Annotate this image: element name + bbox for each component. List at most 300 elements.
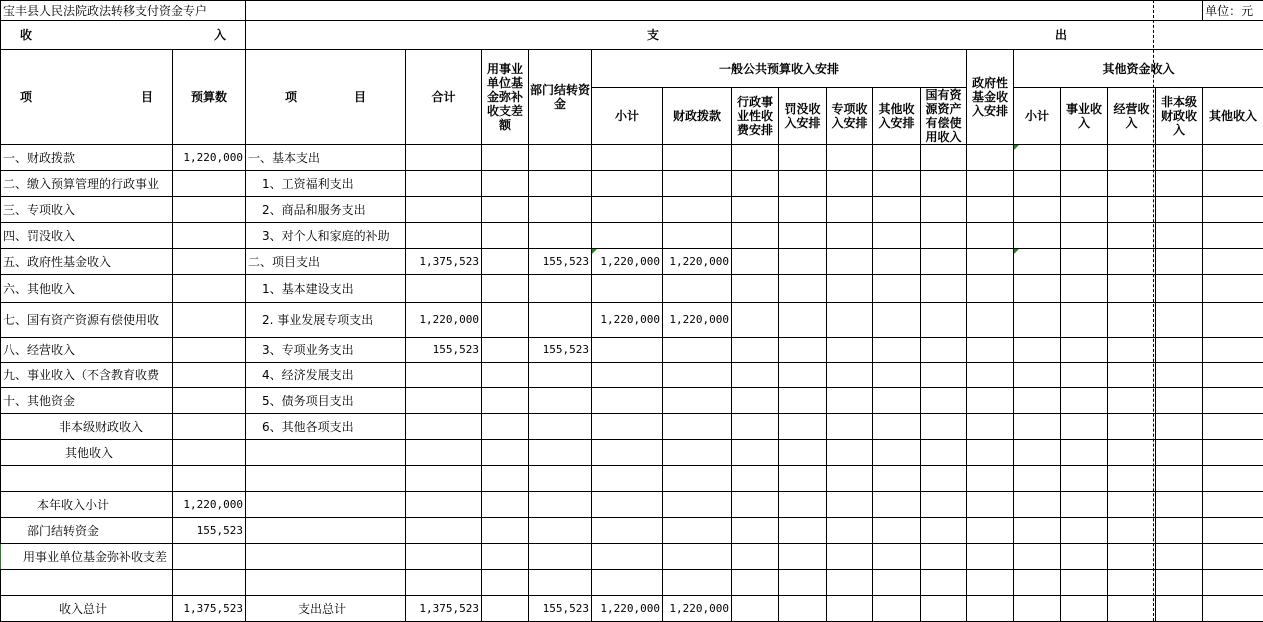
- expense-item-cell: 2. 事业发展专项支出: [246, 303, 406, 338]
- other-empty-cell: [1108, 492, 1156, 518]
- general-empty-cell: [921, 414, 967, 440]
- total-cell: 1,220,000: [406, 303, 482, 338]
- other-empty-cell: [1203, 338, 1263, 363]
- other-empty-cell: [1061, 223, 1108, 249]
- general-fiscal-cell: [663, 223, 732, 249]
- general-fiscal-cell: [663, 518, 732, 544]
- general-empty-cell: [967, 492, 1014, 518]
- total-header: 合计: [406, 50, 482, 145]
- penalty-header: 罚没收入安排: [779, 88, 827, 145]
- total-cell: [406, 492, 482, 518]
- general-empty-cell: [873, 414, 921, 440]
- general-empty-cell: [827, 440, 873, 466]
- subsidy-header: 用事业单位基金弥补收支差额: [482, 50, 529, 145]
- general-empty-cell: [873, 249, 921, 275]
- other-empty-cell: [1156, 223, 1203, 249]
- general-empty-cell: [779, 171, 827, 197]
- other-empty-cell: [1108, 197, 1156, 223]
- total-cell: 155,523: [406, 338, 482, 363]
- expense-header: 支 出: [246, 21, 1263, 50]
- general-empty-cell: [732, 275, 779, 303]
- subsidy-cell: [482, 171, 529, 197]
- general-empty-cell: [921, 466, 967, 492]
- general-fiscal-cell: [663, 171, 732, 197]
- general-empty-cell: [873, 466, 921, 492]
- general-empty-cell: [779, 223, 827, 249]
- income-item-cell: [1, 466, 173, 492]
- other-empty-cell: [1108, 249, 1156, 275]
- other-empty-cell: [1156, 338, 1203, 363]
- total-cell: [406, 145, 482, 171]
- other-empty-cell: [1203, 596, 1263, 622]
- other-empty-cell: [1061, 249, 1108, 275]
- other-empty-cell: [1061, 440, 1108, 466]
- carryover-cell: [529, 197, 592, 223]
- other-subtotal-cell: [1014, 544, 1061, 570]
- expense-item-cell: 5、债务项目支出: [246, 388, 406, 414]
- other-subtotal-cell: [1014, 596, 1061, 622]
- other-subtotal-cell: [1014, 518, 1061, 544]
- other-subtotal-header: 小计: [1014, 88, 1061, 145]
- carryover-cell: [529, 466, 592, 492]
- general-empty-cell: [732, 570, 779, 596]
- general-empty-cell: [779, 492, 827, 518]
- income-item-header: 项 目: [1, 50, 173, 145]
- other-empty-cell: [1203, 223, 1263, 249]
- table-row: [1, 466, 1263, 492]
- general-empty-cell: [827, 492, 873, 518]
- other-empty-cell: [1061, 303, 1108, 338]
- operating-income-header: 经营收入: [1108, 88, 1156, 145]
- general-empty-cell: [779, 145, 827, 171]
- table-row: [1, 275, 1263, 303]
- general-fiscal-cell: [663, 363, 732, 388]
- other-empty-cell: [1156, 414, 1203, 440]
- table-row: [1, 414, 1263, 440]
- general-empty-cell: [967, 570, 1014, 596]
- general-empty-cell: [873, 145, 921, 171]
- table-row: [1, 544, 1263, 570]
- general-empty-cell: [921, 363, 967, 388]
- carryover-cell: [529, 518, 592, 544]
- other-subtotal-cell: [1014, 197, 1061, 223]
- subsidy-cell: [482, 303, 529, 338]
- income-item-cell: 非本级财政收入: [1, 414, 173, 440]
- other-empty-cell: [1203, 414, 1263, 440]
- other-empty-cell: [1108, 363, 1156, 388]
- carryover-cell: [529, 171, 592, 197]
- general-empty-cell: [732, 338, 779, 363]
- other-empty-cell: [1156, 171, 1203, 197]
- general-empty-cell: [779, 596, 827, 622]
- general-empty-cell: [732, 363, 779, 388]
- budget-cell: [173, 275, 246, 303]
- total-cell: [406, 570, 482, 596]
- subsidy-cell: [482, 440, 529, 466]
- gov-fund-header: 政府性基金收入安排: [967, 50, 1014, 145]
- general-empty-cell: [732, 414, 779, 440]
- general-empty-cell: [873, 338, 921, 363]
- budget-cell: [173, 171, 246, 197]
- carryover-cell: [529, 145, 592, 171]
- expense-item-cell: 2、商品和服务支出: [246, 197, 406, 223]
- expense-item-cell: 1、工资福利支出: [246, 171, 406, 197]
- general-empty-cell: [779, 197, 827, 223]
- carryover-cell: 155,523: [529, 338, 592, 363]
- expense-item-cell: 一、基本支出: [246, 145, 406, 171]
- other-empty-cell: [1203, 466, 1263, 492]
- general-fiscal-cell: [663, 492, 732, 518]
- general-empty-cell: [732, 145, 779, 171]
- other-empty-cell: [1203, 570, 1263, 596]
- other-empty-cell: [1108, 570, 1156, 596]
- general-fiscal-cell: [663, 145, 732, 171]
- general-fiscal-cell: [663, 414, 732, 440]
- subsidy-cell: [482, 363, 529, 388]
- other-subtotal-cell: [1014, 414, 1061, 440]
- general-empty-cell: [873, 518, 921, 544]
- carryover-cell: [529, 570, 592, 596]
- other-empty-cell: [1061, 518, 1108, 544]
- subsidy-cell: [482, 145, 529, 171]
- general-empty-cell: [967, 338, 1014, 363]
- general-empty-cell: [967, 440, 1014, 466]
- other-empty-cell: [1203, 197, 1263, 223]
- other-empty-cell: [1108, 544, 1156, 570]
- general-empty-cell: [967, 275, 1014, 303]
- other-empty-cell: [1203, 171, 1263, 197]
- general-empty-cell: [921, 388, 967, 414]
- total-cell: [406, 466, 482, 492]
- other-empty-cell: [1061, 197, 1108, 223]
- other-subtotal-cell: [1014, 388, 1061, 414]
- other-empty-cell: [1203, 518, 1263, 544]
- other-subtotal-cell: [1014, 171, 1061, 197]
- general-empty-cell: [967, 223, 1014, 249]
- subsidy-cell: [482, 338, 529, 363]
- general-empty-cell: [921, 145, 967, 171]
- budget-header: 预算数: [173, 50, 246, 145]
- general-empty-cell: [967, 197, 1014, 223]
- general-empty-cell: [873, 275, 921, 303]
- budget-cell: [173, 466, 246, 492]
- subsidy-cell: [482, 544, 529, 570]
- general-subtotal-cell: 1,220,000: [592, 303, 663, 338]
- general-fiscal-cell: [663, 440, 732, 466]
- total-cell: 1,375,523: [406, 596, 482, 622]
- total-cell: [406, 275, 482, 303]
- general-empty-cell: [732, 492, 779, 518]
- other-empty-cell: [1203, 440, 1263, 466]
- expense-item-cell: [246, 518, 406, 544]
- other-empty-cell: [1061, 363, 1108, 388]
- general-empty-cell: [921, 223, 967, 249]
- general-subtotal-cell: 1,220,000: [592, 596, 663, 622]
- general-subtotal-cell: [592, 388, 663, 414]
- general-empty-cell: [967, 388, 1014, 414]
- subsidy-cell: [482, 249, 529, 275]
- expense-item-cell: 3、对个人和家庭的补助: [246, 223, 406, 249]
- general-fiscal-cell: 1,220,000: [663, 249, 732, 275]
- other-empty-cell: [1061, 338, 1108, 363]
- general-fiscal-cell: [663, 275, 732, 303]
- carryover-cell: [529, 440, 592, 466]
- general-empty-cell: [732, 440, 779, 466]
- other-empty-cell: [1061, 544, 1108, 570]
- general-fiscal-cell: 1,220,000: [663, 303, 732, 338]
- table-row: [1, 363, 1263, 388]
- other-empty-cell: [1108, 518, 1156, 544]
- general-empty-cell: [873, 544, 921, 570]
- general-subtotal-cell: [592, 145, 663, 171]
- other-subtotal-cell: [1014, 275, 1061, 303]
- other-empty-cell: [1108, 223, 1156, 249]
- carryover-cell: [529, 388, 592, 414]
- other-empty-cell: [1156, 275, 1203, 303]
- general-empty-cell: [967, 303, 1014, 338]
- page-break-line: [1153, 0, 1154, 621]
- general-empty-cell: [921, 338, 967, 363]
- other-empty-cell: [1156, 249, 1203, 275]
- table-row: [1, 171, 1263, 197]
- other-empty-cell: [1203, 363, 1263, 388]
- general-subtotal-cell: [592, 414, 663, 440]
- expense-item-header: 项 目: [246, 50, 406, 145]
- general-fiscal-cell: 1,220,000: [663, 596, 732, 622]
- general-empty-cell: [732, 223, 779, 249]
- general-empty-cell: [732, 544, 779, 570]
- admin-fee-header: 行政事业性收费安排: [732, 88, 779, 145]
- other-empty-cell: [1061, 275, 1108, 303]
- general-empty-cell: [827, 388, 873, 414]
- general-empty-cell: [779, 544, 827, 570]
- other-empty-cell: [1108, 440, 1156, 466]
- total-cell: [406, 388, 482, 414]
- general-empty-cell: [967, 145, 1014, 171]
- other-empty-cell: [1108, 414, 1156, 440]
- income-item-cell: [1, 570, 173, 596]
- general-fiscal-cell: [663, 544, 732, 570]
- general-fiscal-cell: [663, 466, 732, 492]
- budget-cell: [173, 544, 246, 570]
- budget-cell: [173, 440, 246, 466]
- other-empty-cell: [1156, 303, 1203, 338]
- other-empty-cell: [1108, 303, 1156, 338]
- expense-item-cell: 4、经济发展支出: [246, 363, 406, 388]
- general-empty-cell: [873, 596, 921, 622]
- income-item-cell: 七、国有资产资源有偿使用收: [1, 303, 173, 338]
- total-cell: [406, 440, 482, 466]
- other-empty-cell: [1203, 275, 1263, 303]
- expense-item-cell: [246, 492, 406, 518]
- general-empty-cell: [779, 466, 827, 492]
- general-fiscal-cell: [663, 338, 732, 363]
- income-item-cell: 九、事业收入（不含教育收费: [1, 363, 173, 388]
- general-empty-cell: [827, 363, 873, 388]
- general-empty-cell: [827, 197, 873, 223]
- nonlocal-income-header: 非本级财政收入: [1156, 88, 1203, 145]
- expense-item-cell: 3、专项业务支出: [246, 338, 406, 363]
- other-empty-cell: [1108, 275, 1156, 303]
- other-empty-cell: [1203, 492, 1263, 518]
- expense-item-cell: 6、其他各项支出: [246, 414, 406, 440]
- table-row: [1, 388, 1263, 414]
- budget-cell: 1,375,523: [173, 596, 246, 622]
- other-empty-cell: [1156, 492, 1203, 518]
- other-empty-cell: [1108, 466, 1156, 492]
- other-empty-cell: [1203, 388, 1263, 414]
- carryover-cell: [529, 223, 592, 249]
- general-empty-cell: [921, 570, 967, 596]
- general-subtotal-cell: [592, 518, 663, 544]
- income-item-cell: 收入总计: [1, 596, 173, 622]
- general-empty-cell: [873, 171, 921, 197]
- carryover-cell: [529, 414, 592, 440]
- general-subtotal-cell: [592, 466, 663, 492]
- general-fiscal-header: 财政拨款: [663, 88, 732, 145]
- other-empty-cell: [1061, 492, 1108, 518]
- other-empty-cell: [1156, 145, 1203, 171]
- general-empty-cell: [732, 249, 779, 275]
- general-empty-cell: [732, 303, 779, 338]
- other-empty-cell: [1156, 363, 1203, 388]
- subsidy-cell: [482, 596, 529, 622]
- general-empty-cell: [827, 544, 873, 570]
- other-subtotal-cell: [1014, 145, 1061, 171]
- general-empty-cell: [921, 518, 967, 544]
- general-empty-cell: [779, 414, 827, 440]
- sheet-title: 宝丰县人民法院政法转移支付资金专户: [1, 1, 246, 21]
- income-item-cell: 其他收入: [1, 440, 173, 466]
- general-empty-cell: [873, 570, 921, 596]
- table-row: [1, 338, 1263, 363]
- general-empty-cell: [967, 544, 1014, 570]
- other-empty-cell: [1156, 440, 1203, 466]
- carryover-cell: 155,523: [529, 249, 592, 275]
- general-empty-cell: [921, 544, 967, 570]
- other-empty-cell: [1156, 388, 1203, 414]
- expense-item-cell: 支出总计: [246, 596, 406, 622]
- budget-cell: 155,523: [173, 518, 246, 544]
- budget-cell: [173, 249, 246, 275]
- total-cell: [406, 518, 482, 544]
- general-subtotal-cell: [592, 492, 663, 518]
- subsidy-cell: [482, 414, 529, 440]
- general-empty-cell: [967, 363, 1014, 388]
- expense-item-cell: [246, 440, 406, 466]
- income-item-cell: 部门结转资金: [1, 518, 173, 544]
- general-empty-cell: [827, 338, 873, 363]
- other-empty-cell: [1061, 171, 1108, 197]
- carryover-cell: [529, 303, 592, 338]
- business-income-header: 事业收入: [1061, 88, 1108, 145]
- general-empty-cell: [732, 466, 779, 492]
- table-row: [1, 440, 1263, 466]
- income-item-cell: 一、财政拨款: [1, 145, 173, 171]
- table-row: [1, 492, 1263, 518]
- general-empty-cell: [732, 197, 779, 223]
- general-subtotal-cell: [592, 171, 663, 197]
- general-empty-cell: [779, 388, 827, 414]
- subsidy-cell: [482, 223, 529, 249]
- general-empty-cell: [779, 303, 827, 338]
- general-budget-header: 一般公共预算收入安排: [592, 50, 967, 88]
- subsidy-cell: [482, 518, 529, 544]
- other-empty-cell: [1203, 544, 1263, 570]
- carryover-cell: 155,523: [529, 596, 592, 622]
- general-empty-cell: [827, 145, 873, 171]
- general-empty-cell: [779, 518, 827, 544]
- general-subtotal-cell: [592, 570, 663, 596]
- general-empty-cell: [873, 303, 921, 338]
- expense-item-cell: [246, 570, 406, 596]
- income-item-cell: 三、专项收入: [1, 197, 173, 223]
- total-cell: [406, 197, 482, 223]
- income-item-cell: 四、罚没收入: [1, 223, 173, 249]
- budget-cell: 1,220,000: [173, 145, 246, 171]
- total-cell: 1,375,523: [406, 249, 482, 275]
- general-subtotal-cell: [592, 363, 663, 388]
- carryover-cell: [529, 492, 592, 518]
- general-empty-cell: [827, 223, 873, 249]
- general-empty-cell: [921, 440, 967, 466]
- general-subtotal-cell: 1,220,000: [592, 249, 663, 275]
- other-empty-cell: [1061, 388, 1108, 414]
- general-empty-cell: [827, 275, 873, 303]
- other-subtotal-cell: [1014, 466, 1061, 492]
- other-subtotal-cell: [1014, 249, 1061, 275]
- general-empty-cell: [827, 466, 873, 492]
- general-empty-cell: [921, 303, 967, 338]
- budget-cell: [173, 570, 246, 596]
- general-fiscal-cell: [663, 388, 732, 414]
- expense-item-cell: 1、基本建设支出: [246, 275, 406, 303]
- expense-item-cell: [246, 544, 406, 570]
- other-empty-cell: [1108, 388, 1156, 414]
- total-cell: [406, 223, 482, 249]
- other-empty-cell: [1061, 466, 1108, 492]
- general-subtotal-header: 小计: [592, 88, 663, 145]
- other-funds-header: 其他资金收入: [1014, 50, 1263, 88]
- budget-cell: [173, 197, 246, 223]
- subsidy-cell: [482, 388, 529, 414]
- other-empty-cell: [1061, 414, 1108, 440]
- other-empty-cell: [1156, 596, 1203, 622]
- total-cell: [406, 414, 482, 440]
- income-item-cell: 五、政府性基金收入: [1, 249, 173, 275]
- general-empty-cell: [967, 518, 1014, 544]
- total-cell: [406, 544, 482, 570]
- income-header: 收 入: [1, 21, 246, 50]
- special-income-header: 专项收入安排: [827, 88, 873, 145]
- budget-cell: [173, 223, 246, 249]
- other-empty-cell: [1203, 303, 1263, 338]
- general-empty-cell: [827, 303, 873, 338]
- expense-item-cell: [246, 466, 406, 492]
- income-item-cell: 八、经营收入: [1, 338, 173, 363]
- general-empty-cell: [732, 171, 779, 197]
- general-empty-cell: [873, 197, 921, 223]
- table-row: [1, 145, 1263, 171]
- other-empty-cell: [1203, 249, 1263, 275]
- table-row: [1, 518, 1263, 544]
- general-empty-cell: [827, 171, 873, 197]
- carryover-cell: [529, 544, 592, 570]
- other-empty-cell: [1108, 596, 1156, 622]
- income-item-cell: 十、其他资金: [1, 388, 173, 414]
- state-assets-header: 国有资源资产有偿使用收入: [921, 88, 967, 145]
- general-empty-cell: [967, 414, 1014, 440]
